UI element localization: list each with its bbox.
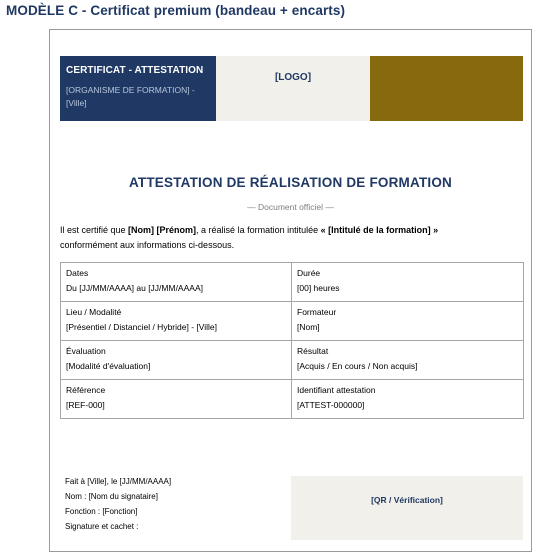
cell-value: [Présentiel / Distanciel / Hybride] - [Ville] [66, 322, 218, 332]
intro-text-2: , a réalisé la formation intitulée [196, 225, 321, 235]
organization-name: [ORGANISME DE FORMATION] - [66, 85, 195, 95]
table-cell-result [292, 341, 524, 380]
table-cell-dates [61, 263, 292, 302]
qr-label: [QR / Vérification] [371, 495, 443, 505]
table-cell-location [61, 302, 292, 341]
banner-organization [66, 84, 210, 109]
cell-label: Formateur [297, 307, 337, 317]
organization-city: [Ville] [66, 97, 87, 108]
table-cell-certificate-id [292, 380, 524, 419]
table-cell-reference [61, 380, 292, 419]
banner-title: CERTIFICAT - ATTESTATION [66, 65, 204, 76]
signature-block [65, 474, 171, 534]
certificate-page [49, 29, 532, 552]
certification-statement [60, 223, 500, 253]
logo-label: [LOGO] [274, 72, 312, 83]
document-title: ATTESTATION DE RÉALISATION DE FORMATION [128, 175, 453, 190]
table-cell-evaluation [61, 341, 292, 380]
cell-value: Du [JJ/MM/AAAA] au [JJ/MM/AAAA] [66, 283, 203, 293]
table-row [61, 341, 524, 380]
intro-text-1: Il est certifié que [60, 225, 129, 235]
signature-stamp-label: Signature et cachet : [65, 522, 139, 531]
header-banner [60, 56, 523, 121]
intro-text-3: conformément aux informations ci-dessous. [60, 240, 235, 250]
logo-placeholder [216, 56, 370, 121]
page-heading: MODÈLE C - Certificat premium (bandeau + encarts) [6, 3, 346, 18]
signer-role: Fonction : [Fonction] [65, 507, 138, 516]
cell-value: [Modalité d'évaluation] [66, 361, 151, 371]
cell-value: [REF-000] [66, 400, 105, 410]
cell-label: Durée [297, 268, 321, 278]
info-table [60, 262, 524, 419]
cell-label: Évaluation [66, 346, 106, 356]
cell-label: Référence [66, 385, 106, 395]
table-cell-trainer [292, 302, 524, 341]
cell-value: [Acquis / En cours / Non acquis] [297, 361, 418, 371]
cell-label: Lieu / Modalité [66, 307, 122, 317]
cell-value: [ATTEST-000000] [297, 400, 365, 410]
cell-value: [00] heures [297, 283, 340, 293]
document-subtitle: — Document officiel — [247, 202, 334, 212]
banner-accent-block [370, 56, 523, 121]
banner-title-block [60, 56, 216, 121]
cell-value: [Nom] [297, 322, 320, 332]
cell-label: Résultat [297, 346, 329, 356]
table-row [61, 380, 524, 419]
trainee-name: [Nom] [Prénom] [128, 225, 197, 235]
qr-verification-box [291, 476, 523, 540]
place-date: Fait à [Ville], le [JJ/MM/AAAA] [65, 477, 172, 486]
cell-label: Dates [66, 268, 89, 278]
table-row [61, 263, 524, 302]
table-cell-duration [292, 263, 524, 302]
cell-label: Identifiant attestation [297, 385, 376, 395]
signer-name: Nom : [Nom du signataire] [65, 492, 158, 501]
table-row [61, 302, 524, 341]
course-title: « [Intitulé de la formation] » [320, 225, 439, 235]
